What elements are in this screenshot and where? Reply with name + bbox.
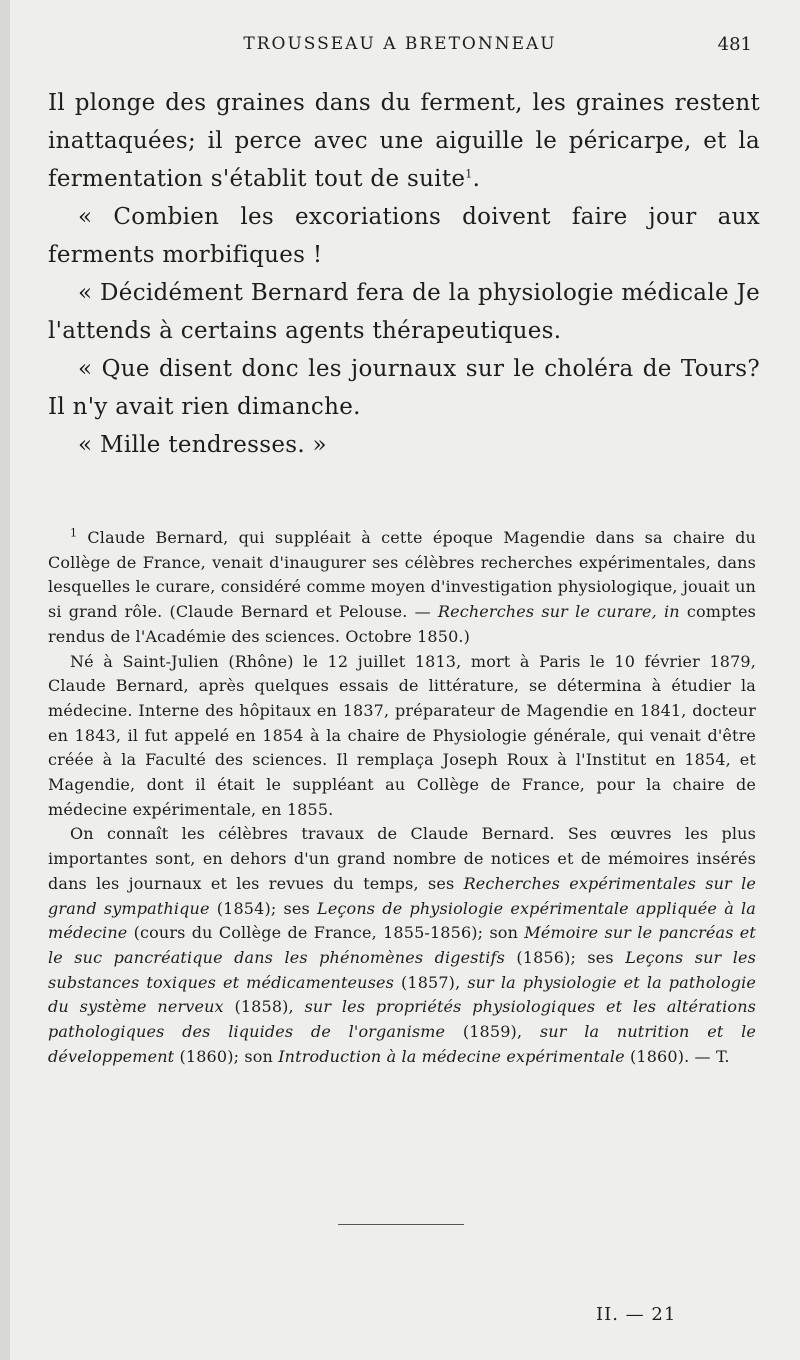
footnote-text: (1858), xyxy=(223,997,305,1017)
footnote-paragraph xyxy=(48,822,756,1069)
footnote-italic: Mémoire sur le pancréas et le suc pancréatique dans les phénomènes digestifs xyxy=(48,923,756,967)
main-text xyxy=(48,84,760,464)
separator-rule xyxy=(338,1224,464,1225)
paragraph: « Combien les excoriations doivent faire jour aux ferments morbifiques ! xyxy=(48,204,760,268)
footnote-italic: sur les propriétés physiologiques et les altérations pathologiques des liquides de l'organisme xyxy=(48,997,757,1042)
footnote-text: (1860). — T. xyxy=(624,1046,730,1066)
footnote-text: (cours du Collège de France, 1855-1856); son xyxy=(127,923,525,943)
paragraph xyxy=(48,84,760,198)
footnote-italic: Recherches sur le curare, in xyxy=(437,602,680,622)
page-header xyxy=(48,34,752,60)
footnote-italic: Leçons de physiologie expérimentale appliquée à la médecine xyxy=(48,898,756,943)
footnote-marker: 1 xyxy=(70,526,78,540)
footnote-italic: Introduction à la médecine expérimentale xyxy=(278,1046,625,1066)
footnote-text: On connaît les célèbres travaux de Claude Bernard. Ses œuvres les plus importantes sont, en dehors d'un grand nombre de notices et de mémoires insérés dans les journaux et les revues du temps, ses xyxy=(48,824,756,893)
footnote-text: (1854); ses xyxy=(209,898,318,918)
footnotes xyxy=(48,526,756,1069)
footnote-text: (1856); ses xyxy=(504,947,626,967)
footnote-text: comptes rendus de l'Académie des sciences. Octobre 1850.) xyxy=(48,602,757,646)
footnote-text: (1859), xyxy=(445,1022,540,1042)
paragraph: « Mille tendresses. » xyxy=(78,432,327,458)
footnote-italic: sur la physiologie et la pathologie du système nerveux xyxy=(48,972,756,1017)
signature-mark: II. — 21 xyxy=(596,1304,677,1325)
footnote-text: Claude Bernard, qui suppléait à cette époque Magendie dans sa chaire du Collège de France, venait d'inaugurer ses célèbres recherches expérimentales, dans lesquelles le curare, considéré comme moyen d'investigation physiologique, jouait un si grand rôle. (Claude Bernard et Pelouse. — xyxy=(48,528,756,622)
footnote-italic: Recherches expérimentales sur le grand sympathique xyxy=(48,873,756,918)
footnote-text: (1860); son xyxy=(174,1046,279,1066)
footnote-italic: sur la nutrition et le développement xyxy=(48,1022,756,1066)
paragraph-text: . xyxy=(472,166,481,192)
running-title: TROUSSEAU A BRETONNEAU xyxy=(243,34,557,54)
footnote-italic: Leçons sur les substances toxiques et médicamenteuses xyxy=(48,947,756,992)
page-number: 481 xyxy=(717,34,752,55)
footnote-paragraph: Né à Saint-Julien (Rhône) le 12 juillet 1813, mort à Paris le 10 février 1879, Claude Bernard, après quelques essais de littérature, se détermina à étudier la médecine. Interne des hôpitaux en 1837, préparateur de Magendie en 1841, docteur en 1843, il fut appelé en 1854 à la chaire de Physiologie générale, qui venait d'être créée à la Faculté des sciences. Il remplaça Joseph Roux à l'Institut en 1854, et Magendie, dont il était le suppléant au Collège de France, pour la chaire de médecine expérimentale, en 1855. xyxy=(48,651,756,819)
paragraph: « Décidément Bernard fera de la physiologie médicale Je l'attends à certains agents thérapeutiques. xyxy=(48,280,760,344)
footnote-paragraph xyxy=(48,526,756,650)
paragraph-text: Il plonge des graines dans du ferment, les graines restent inattaquées; il perce avec une aiguille le péricarpe, et la fermentation s'établit tout de suite xyxy=(48,90,760,192)
footnote-text: (1857), xyxy=(393,972,468,992)
paragraph: « Que disent donc les journaux sur le choléra de Tours? Il n'y avait rien dimanche. xyxy=(48,356,760,420)
footnote-reference: 1 xyxy=(465,167,473,181)
